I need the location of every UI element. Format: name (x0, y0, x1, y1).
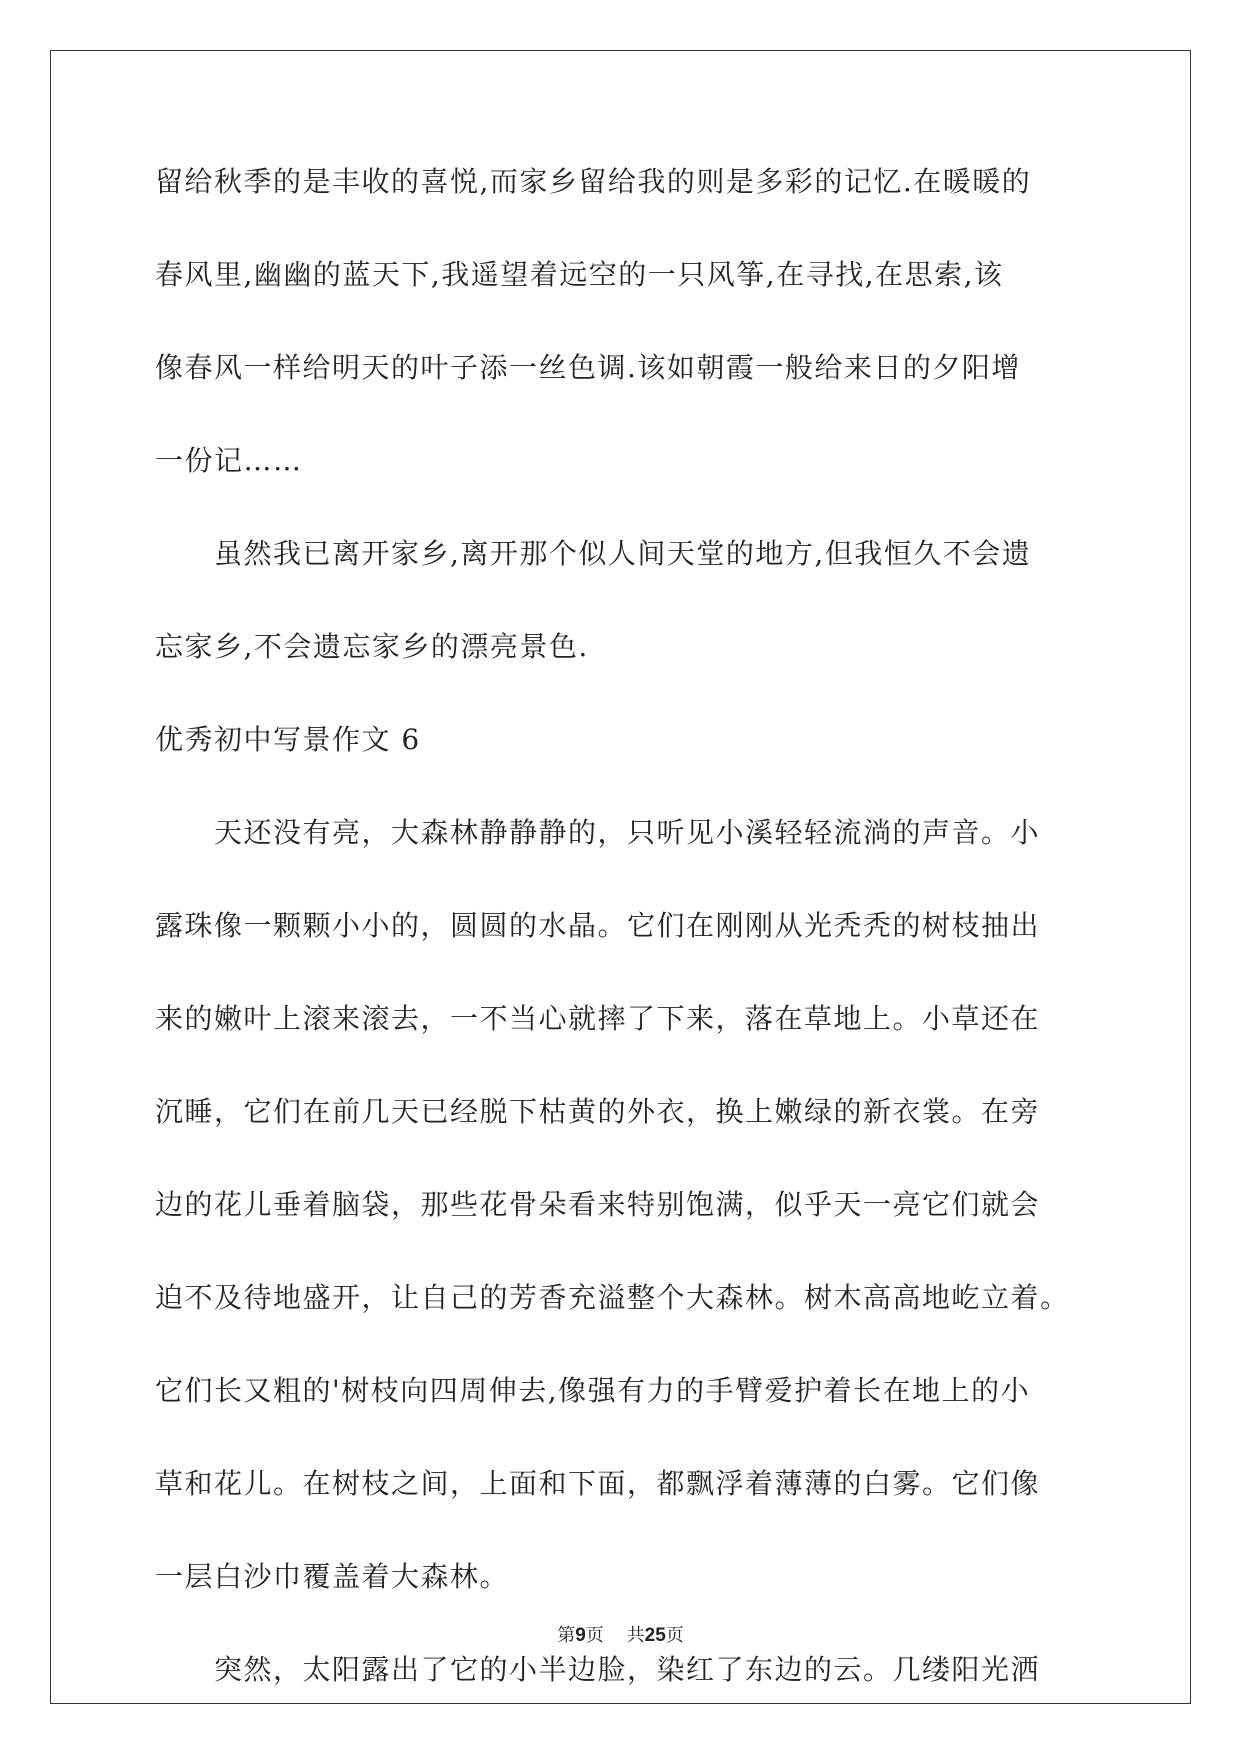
footer-total-prefix: 共 (626, 1625, 645, 1646)
text-line: 一份记…… (155, 444, 303, 477)
text-line: 天还没有亮，大森林静静静的，只听见小溪轻轻流淌的声音。小 (155, 816, 1041, 849)
section-heading: 优秀初中写景作文 6 (155, 723, 421, 756)
text-line: 像春风一样给明天的叶子添一丝色调.该如朝霞一般给来日的夕阳增 (155, 351, 1021, 384)
document-body (155, 162, 1095, 1689)
text-line: 边的花儿垂着脑袋，那些花骨朵看来特别饱满，似乎天一亮它们就会 (155, 1188, 1041, 1221)
text-line: 春风里,幽幽的蓝天下,我遥望着远空的一只风筝,在寻找,在思索,该 (155, 258, 1004, 291)
text-line: 来的嫩叶上滚来滚去，一不当心就摔了下来，落在草地上。小草还在 (155, 1002, 1041, 1035)
footer-page-suffix: 页 (585, 1625, 604, 1646)
footer-prefix: 第 (557, 1625, 576, 1646)
page-footer (0, 1624, 1241, 1648)
text-line: 迫不及待地盛开，让自己的芳香充溢整个大森林。树木高高地屹立着。 (155, 1281, 1070, 1314)
page-number: 9 (575, 1625, 586, 1646)
text-line: 虽然我已离开家乡,离开那个似人间天堂的地方,但我恒久不会遗 (155, 537, 1032, 570)
text-line: 草和花儿。在树枝之间，上面和下面，都飘浮着薄薄的白雾。它们像 (155, 1467, 1041, 1500)
text-line: 露珠像一颗颗小小的，圆圆的水晶。它们在刚刚从光秃秃的树枝抽出 (155, 909, 1041, 942)
text-line: 它们长又粗的'树枝向四周伸去,像强有力的手臂爱护着长在地上的小 (155, 1374, 1031, 1407)
footer-total-suffix: 页 (665, 1625, 684, 1646)
total-pages: 25 (644, 1625, 666, 1646)
text-line: 沉睡，它们在前几天已经脱下枯黄的外衣，换上嫩绿的新衣裳。在旁 (155, 1095, 1041, 1128)
text-line: 忘家乡,不会遗忘家乡的漂亮景色. (155, 630, 589, 663)
text-line: 留给秋季的是丰收的喜悦,而家乡留给我的则是多彩的记忆.在暖暖的 (155, 165, 1032, 198)
text-line: 突然，太阳露出了它的小半边脸，染红了东边的云。几缕阳光洒 (155, 1653, 1041, 1686)
text-line: 一层白沙巾覆盖着大森林。 (155, 1560, 510, 1593)
